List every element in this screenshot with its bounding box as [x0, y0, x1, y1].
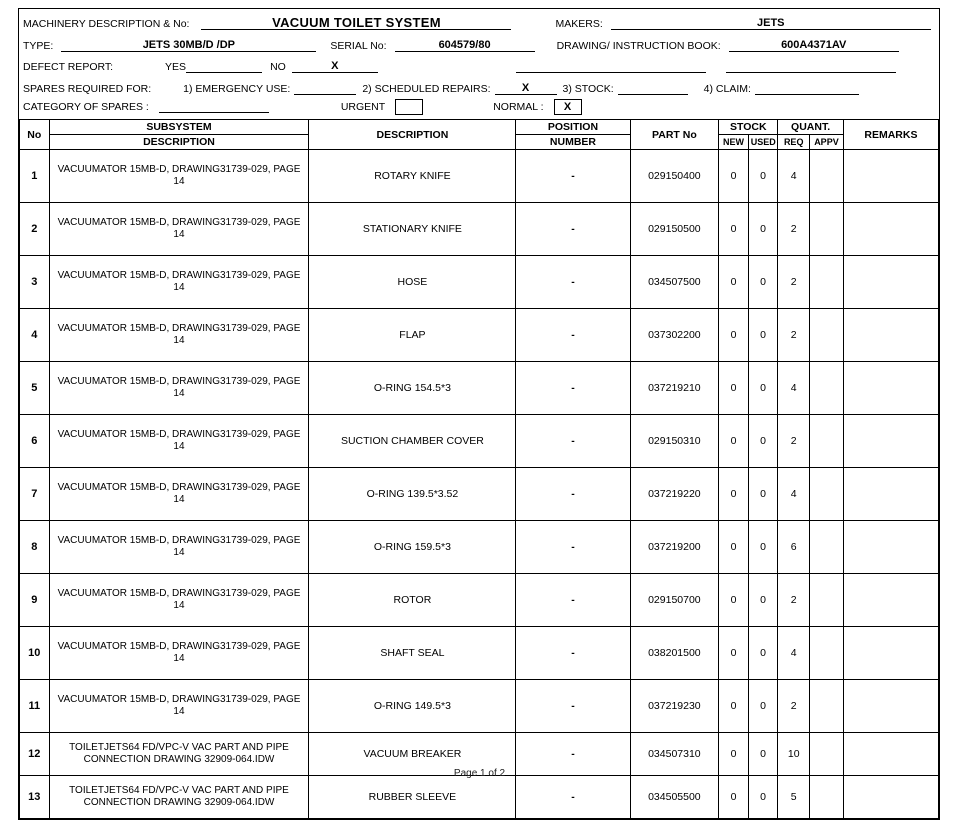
cell-part-no: 029150310: [630, 415, 719, 468]
header-row-spares: [19, 73, 939, 95]
cell-remarks: [843, 150, 938, 203]
form-sheet: [18, 8, 940, 820]
cell-no: 5: [20, 362, 50, 415]
col-part-no: PART No: [630, 120, 719, 150]
cell-quant-req: 5: [778, 776, 810, 819]
table-row: [20, 415, 939, 468]
cell-stock-used: 0: [748, 680, 778, 733]
cell-quant-appv: [810, 574, 844, 627]
cell-position: -: [516, 415, 630, 468]
header-row-category: [19, 95, 939, 119]
cell-no: 1: [20, 150, 50, 203]
cell-description: O-RING 154.5*3: [309, 362, 516, 415]
cell-stock-used: 0: [748, 776, 778, 819]
cell-part-no: 037302200: [630, 309, 719, 362]
header-row-machinery: [19, 9, 939, 30]
cell-position: -: [516, 574, 630, 627]
cell-no: 12: [20, 733, 50, 776]
table-header-row-1: [20, 120, 939, 135]
cell-quant-appv: [810, 415, 844, 468]
serial-value: 604579/80: [395, 39, 535, 52]
cell-part-no: 029150400: [630, 150, 719, 203]
cell-stock-used: 0: [748, 733, 778, 776]
form-header: [18, 8, 940, 119]
cell-stock-used: 0: [748, 415, 778, 468]
cell-part-no: 037219230: [630, 680, 719, 733]
cell-quant-req: 4: [778, 362, 810, 415]
table-row: [20, 680, 939, 733]
cell-stock-used: 0: [748, 627, 778, 680]
page-footer: Page 1 of 2: [453, 768, 506, 779]
cell-stock-new: 0: [719, 468, 749, 521]
cell-remarks: [843, 776, 938, 819]
cell-part-no: 038201500: [630, 627, 719, 680]
defect-no-value[interactable]: X: [292, 60, 378, 73]
cell-position: -: [516, 627, 630, 680]
cell-quant-req: 2: [778, 574, 810, 627]
cell-remarks: [843, 574, 938, 627]
cell-part-no: 037219210: [630, 362, 719, 415]
cell-stock-new: 0: [719, 203, 749, 256]
cell-quant-appv: [810, 256, 844, 309]
col-quant-appv: APPV: [810, 135, 844, 150]
normal-label: NORMAL :: [493, 101, 544, 113]
cell-subsystem: VACUUMATOR 15MB-D, DRAWING31739-029, PAGE 14: [49, 309, 309, 362]
cell-no: 9: [20, 574, 50, 627]
spares-stock-field[interactable]: [618, 83, 688, 95]
defect-extra-field[interactable]: [516, 61, 706, 73]
table-row: [20, 627, 939, 680]
cell-description: ROTARY KNIFE: [309, 150, 516, 203]
cell-quant-appv: [810, 521, 844, 574]
cell-position: -: [516, 680, 630, 733]
cell-stock-new: 0: [719, 415, 749, 468]
defect-label: DEFECT REPORT:: [23, 61, 114, 73]
col-stock-used: USED: [748, 135, 778, 150]
serial-label: SERIAL No:: [330, 40, 387, 52]
urgent-checkbox[interactable]: [395, 99, 423, 115]
cell-stock-new: 0: [719, 776, 749, 819]
machinery-label: MACHINERY DESCRIPTION & No:: [23, 18, 190, 30]
cell-position: -: [516, 776, 630, 819]
cell-subsystem: VACUUMATOR 15MB-D, DRAWING31739-029, PAGE 14: [49, 521, 309, 574]
cell-stock-used: 0: [748, 362, 778, 415]
cell-subsystem: VACUUMATOR 15MB-D, DRAWING31739-029, PAGE 14: [49, 415, 309, 468]
cell-remarks: [843, 468, 938, 521]
cell-position: -: [516, 150, 630, 203]
defect-extra-field-2[interactable]: [726, 61, 896, 73]
cell-description: VACUUM BREAKER: [309, 733, 516, 776]
table-row: [20, 521, 939, 574]
cell-quant-req: 4: [778, 627, 810, 680]
cell-remarks: [843, 362, 938, 415]
cell-quant-appv: [810, 203, 844, 256]
cell-part-no: 037219200: [630, 521, 719, 574]
cell-stock-used: 0: [748, 256, 778, 309]
drawing-value: 600A4371AV: [729, 39, 899, 52]
category-label: CATEGORY OF SPARES :: [23, 101, 149, 113]
cell-quant-req: 10: [778, 733, 810, 776]
cell-stock-new: 0: [719, 733, 749, 776]
cell-subsystem: TOILETJETS64 FD/VPC-V VAC PART AND PIPE CONNECTION DRAWING 32909-064.IDW: [49, 733, 309, 776]
cell-stock-new: 0: [719, 627, 749, 680]
parts-table-container: [18, 119, 940, 820]
cell-no: 3: [20, 256, 50, 309]
cell-quant-req: 2: [778, 203, 810, 256]
cell-part-no: 034505500: [630, 776, 719, 819]
cell-stock-new: 0: [719, 521, 749, 574]
cell-quant-appv: [810, 150, 844, 203]
cell-stock-new: 0: [719, 256, 749, 309]
makers-value: JETS: [611, 17, 931, 30]
header-row-type: [19, 30, 939, 52]
cell-description: SHAFT SEAL: [309, 627, 516, 680]
cell-quant-req: 4: [778, 468, 810, 521]
cell-no: 4: [20, 309, 50, 362]
cell-stock-used: 0: [748, 309, 778, 362]
cell-position: -: [516, 733, 630, 776]
cell-quant-req: 2: [778, 680, 810, 733]
normal-checkbox[interactable]: X: [554, 99, 582, 115]
cell-remarks: [843, 521, 938, 574]
cell-quant-appv: [810, 309, 844, 362]
cell-part-no: 034507310: [630, 733, 719, 776]
cell-description: O-RING 159.5*3: [309, 521, 516, 574]
table-body: [20, 150, 939, 819]
table-row: [20, 203, 939, 256]
cell-part-no: 029150500: [630, 203, 719, 256]
col-description: DESCRIPTION: [309, 120, 516, 150]
col-stock: STOCK: [719, 120, 778, 135]
cell-quant-appv: [810, 627, 844, 680]
cell-subsystem: VACUUMATOR 15MB-D, DRAWING31739-029, PAGE 14: [49, 203, 309, 256]
col-quant-req: REQ: [778, 135, 810, 150]
cell-subsystem: VACUUMATOR 15MB-D, DRAWING31739-029, PAGE 14: [49, 468, 309, 521]
spares-stock-label: 3) STOCK:: [562, 83, 614, 95]
col-position-sub: NUMBER: [516, 135, 630, 150]
cell-subsystem: VACUUMATOR 15MB-D, DRAWING31739-029, PAGE 14: [49, 680, 309, 733]
cell-description: SUCTION CHAMBER COVER: [309, 415, 516, 468]
cell-no: 7: [20, 468, 50, 521]
cell-description: FLAP: [309, 309, 516, 362]
defect-yes-label: YES: [165, 61, 187, 73]
category-field[interactable]: [159, 101, 269, 113]
urgent-label: URGENT: [340, 101, 386, 113]
cell-no: 10: [20, 627, 50, 680]
cell-no: 2: [20, 203, 50, 256]
cell-part-no: 029150700: [630, 574, 719, 627]
table-row: [20, 150, 939, 203]
cell-description: HOSE: [309, 256, 516, 309]
cell-stock-used: 0: [748, 203, 778, 256]
spares-label: SPARES REQUIRED FOR:: [23, 83, 152, 95]
cell-stock-used: 0: [748, 574, 778, 627]
table-row: [20, 256, 939, 309]
cell-subsystem: TOILETJETS64 FD/VPC-V VAC PART AND PIPE CONNECTION DRAWING 32909-064.IDW: [49, 776, 309, 819]
table-row: [20, 309, 939, 362]
cell-quant-req: 2: [778, 309, 810, 362]
cell-stock-used: 0: [748, 468, 778, 521]
cell-subsystem: VACUUMATOR 15MB-D, DRAWING31739-029, PAGE 14: [49, 574, 309, 627]
table-row: [20, 468, 939, 521]
cell-description: ROTOR: [309, 574, 516, 627]
table-row: [20, 574, 939, 627]
cell-stock-new: 0: [719, 574, 749, 627]
cell-stock-new: 0: [719, 362, 749, 415]
spares-emergency-field[interactable]: [294, 83, 356, 95]
parts-table: [19, 119, 939, 819]
cell-remarks: [843, 256, 938, 309]
cell-stock-used: 0: [748, 150, 778, 203]
cell-subsystem: VACUUMATOR 15MB-D, DRAWING31739-029, PAGE 14: [49, 362, 309, 415]
drawing-label: DRAWING/ INSTRUCTION BOOK:: [556, 40, 721, 52]
cell-stock-new: 0: [719, 680, 749, 733]
cell-remarks: [843, 415, 938, 468]
cell-position: -: [516, 309, 630, 362]
cell-subsystem: VACUUMATOR 15MB-D, DRAWING31739-029, PAGE 14: [49, 150, 309, 203]
col-quant: QUANT.: [778, 120, 843, 135]
cell-subsystem: VACUUMATOR 15MB-D, DRAWING31739-029, PAGE 14: [49, 256, 309, 309]
type-value: JETS 30MB/D /DP: [61, 39, 316, 52]
cell-quant-req: 2: [778, 256, 810, 309]
defect-no-label: NO: [270, 61, 286, 73]
col-no: No: [20, 120, 50, 150]
cell-quant-appv: [810, 776, 844, 819]
cell-position: -: [516, 256, 630, 309]
cell-no: 6: [20, 415, 50, 468]
cell-stock-used: 0: [748, 521, 778, 574]
cell-position: -: [516, 362, 630, 415]
spares-scheduled-value[interactable]: X: [495, 82, 557, 95]
cell-quant-req: 4: [778, 150, 810, 203]
cell-position: -: [516, 203, 630, 256]
cell-no: 13: [20, 776, 50, 819]
spares-scheduled-label: 2) SCHEDULED REPAIRS:: [362, 83, 491, 95]
cell-remarks: [843, 680, 938, 733]
cell-no: 8: [20, 521, 50, 574]
spares-emergency-label: 1) EMERGENCY USE:: [183, 83, 291, 95]
makers-label: MAKERS:: [555, 18, 603, 30]
cell-subsystem: VACUUMATOR 15MB-D, DRAWING31739-029, PAGE 14: [49, 627, 309, 680]
cell-quant-appv: [810, 362, 844, 415]
table-row: [20, 362, 939, 415]
cell-quant-req: 2: [778, 415, 810, 468]
cell-description: RUBBER SLEEVE: [309, 776, 516, 819]
cell-no: 11: [20, 680, 50, 733]
spares-claim-field[interactable]: [755, 83, 859, 95]
spares-claim-label: 4) CLAIM:: [703, 83, 751, 95]
cell-description: STATIONARY KNIFE: [309, 203, 516, 256]
table-row: [20, 776, 939, 819]
cell-stock-new: 0: [719, 150, 749, 203]
col-position: POSITION: [516, 120, 630, 135]
col-stock-new: NEW: [719, 135, 749, 150]
cell-description: O-RING 149.5*3: [309, 680, 516, 733]
cell-position: -: [516, 521, 630, 574]
header-row-defect: [19, 52, 939, 73]
cell-stock-new: 0: [719, 309, 749, 362]
cell-remarks: [843, 203, 938, 256]
cell-quant-req: 6: [778, 521, 810, 574]
cell-part-no: 037219220: [630, 468, 719, 521]
cell-quant-appv: [810, 680, 844, 733]
cell-quant-appv: [810, 468, 844, 521]
col-remarks: REMARKS: [843, 120, 938, 150]
col-subsystem-sub: DESCRIPTION: [49, 135, 309, 150]
cell-part-no: 034507500: [630, 256, 719, 309]
machinery-value: VACUUM TOILET SYSTEM: [201, 17, 511, 30]
cell-position: -: [516, 468, 630, 521]
cell-remarks: [843, 309, 938, 362]
cell-remarks: [843, 627, 938, 680]
cell-description: O-RING 139.5*3.52: [309, 468, 516, 521]
defect-yes-field[interactable]: [186, 61, 262, 73]
col-subsystem: SUBSYSTEM: [49, 120, 309, 135]
type-label: TYPE:: [23, 40, 54, 52]
